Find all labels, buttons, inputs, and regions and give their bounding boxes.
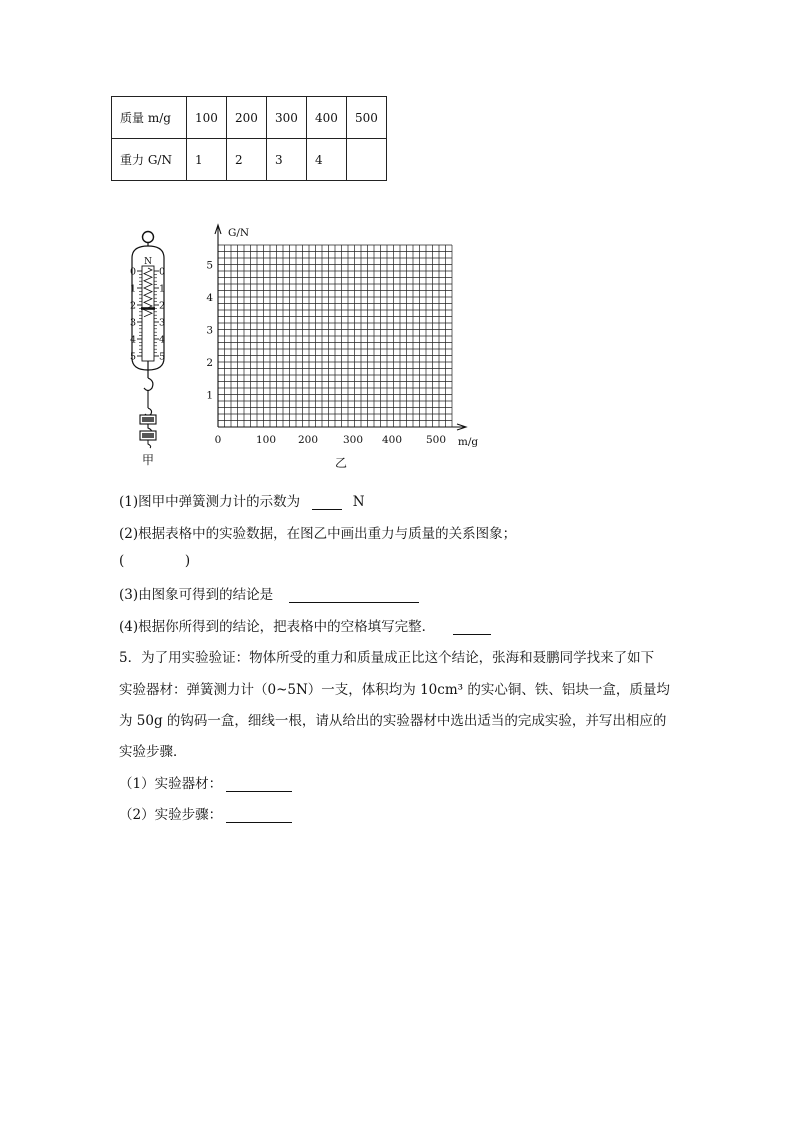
q1-text: (1)图甲中弹簧测力计的示数为 xyxy=(119,494,301,510)
problem-5-line-4: 实验步骤． xyxy=(119,744,187,760)
sub2-answer-blank[interactable] xyxy=(226,808,292,823)
origin-label: 0 xyxy=(214,434,222,446)
weight-hook xyxy=(145,390,152,416)
scale-tick-label-left: 5 xyxy=(129,351,137,363)
table-cell: 500 xyxy=(347,97,387,139)
q4-text: (4)根据你所得到的结论，把表格中的空格填写完整． xyxy=(119,619,436,635)
sub2-label: （2）实验步骤： xyxy=(119,807,223,823)
x-axis-label: m/g xyxy=(457,436,479,448)
scale-tick-label-left: 4 xyxy=(129,334,137,346)
q4-answer-blank[interactable] xyxy=(453,620,491,635)
scale-caption: 甲 xyxy=(141,453,155,467)
y-tick-label: 2 xyxy=(206,357,213,369)
scale-tick-label-left: 1 xyxy=(129,283,137,295)
scale-unit-label: N xyxy=(144,257,152,267)
table-cell-empty xyxy=(347,139,387,181)
y-tick-label: 5 xyxy=(206,259,213,272)
problem-5-line-3: 为 50g 的钩码一盒，细线一根，请从给出的实验器材中选出适当的完成实验，并写出相应的 xyxy=(119,713,667,729)
figure-area xyxy=(120,218,490,473)
scale-tick-label-right: 2 xyxy=(158,300,166,312)
scale-tick-label-right: 5 xyxy=(158,351,166,363)
x-tick-label: 500 xyxy=(425,434,447,446)
scale-tick-label-left: 2 xyxy=(129,300,137,312)
table-cell: 4 xyxy=(307,139,347,181)
question-2-answer xyxy=(119,553,190,569)
scale-tick-label-right: 4 xyxy=(158,334,166,346)
question-3 xyxy=(119,583,419,603)
x-tick-label: 100 xyxy=(255,434,277,446)
hanging-ring xyxy=(143,232,154,243)
y-tick-label: 1 xyxy=(206,389,213,402)
scale-tick-label-right: 3 xyxy=(158,317,166,329)
table-cell: 重力 G/N xyxy=(112,139,187,181)
table-cell: 2 xyxy=(227,139,267,181)
x-tick-label: 400 xyxy=(381,434,403,446)
weight-top-band xyxy=(142,417,154,422)
q1-unit: N xyxy=(352,494,365,510)
table-row xyxy=(112,139,387,181)
y-tick-label: 3 xyxy=(206,324,213,337)
question-1 xyxy=(119,490,365,510)
question-4 xyxy=(119,615,491,635)
problem-5-sub-1 xyxy=(119,772,292,792)
grid-caption: 乙 xyxy=(334,456,348,470)
problem-5-line-1: 5．为了用实验验证：物体所受的重力和质量成正比这个结论，张海和聂鹏同学找来了如下 xyxy=(119,650,655,666)
weight-tail xyxy=(148,440,151,448)
table-row xyxy=(112,97,387,139)
scale-pointer xyxy=(141,307,155,310)
q2-paren-open: ( xyxy=(119,553,125,569)
problem-5-sub-2 xyxy=(119,803,292,823)
scale-tick-label-right: 0 xyxy=(158,266,166,278)
q2-paren-close: ) xyxy=(184,553,191,569)
grid-chart xyxy=(206,225,478,470)
scale-tick-label-left: 3 xyxy=(129,317,137,329)
table-cell: 1 xyxy=(187,139,227,181)
y-axis-label: G/N xyxy=(228,227,250,239)
problem-5-line-2: 实验器材：弹簧测力计（0~5N）一支，体积均为 10cm³ 的实心铜、铁、铝块一盒，质量均 xyxy=(119,682,670,698)
x-tick-label: 300 xyxy=(342,434,364,446)
sub1-answer-blank[interactable] xyxy=(226,777,292,792)
scale-tick-label-left: 0 xyxy=(129,266,137,278)
q2-text: (2)根据表格中的实验数据，在图乙中画出重力与质量的关系图象； xyxy=(119,526,517,542)
mass-weight-table xyxy=(111,96,387,181)
q1-answer-blank[interactable] xyxy=(312,495,342,510)
q3-text: (3)由图象可得到的结论是 xyxy=(119,587,274,603)
table-cell: 300 xyxy=(267,97,307,139)
spring-scale xyxy=(130,232,165,468)
table-cell: 3 xyxy=(267,139,307,181)
table-cell: 100 xyxy=(187,97,227,139)
sub1-label: （1）实验器材： xyxy=(119,776,223,792)
q3-answer-blank[interactable] xyxy=(289,588,419,603)
table-cell: 200 xyxy=(227,97,267,139)
scale-tick-label-right: 1 xyxy=(158,283,166,295)
question-2 xyxy=(119,522,516,542)
y-tick-label: 4 xyxy=(206,292,213,304)
weight-bottom-band xyxy=(142,433,154,438)
x-tick-label: 200 xyxy=(297,434,319,446)
scale-hook xyxy=(144,378,153,391)
table-cell: 400 xyxy=(307,97,347,139)
table-cell: 质量 m/g xyxy=(112,97,187,139)
